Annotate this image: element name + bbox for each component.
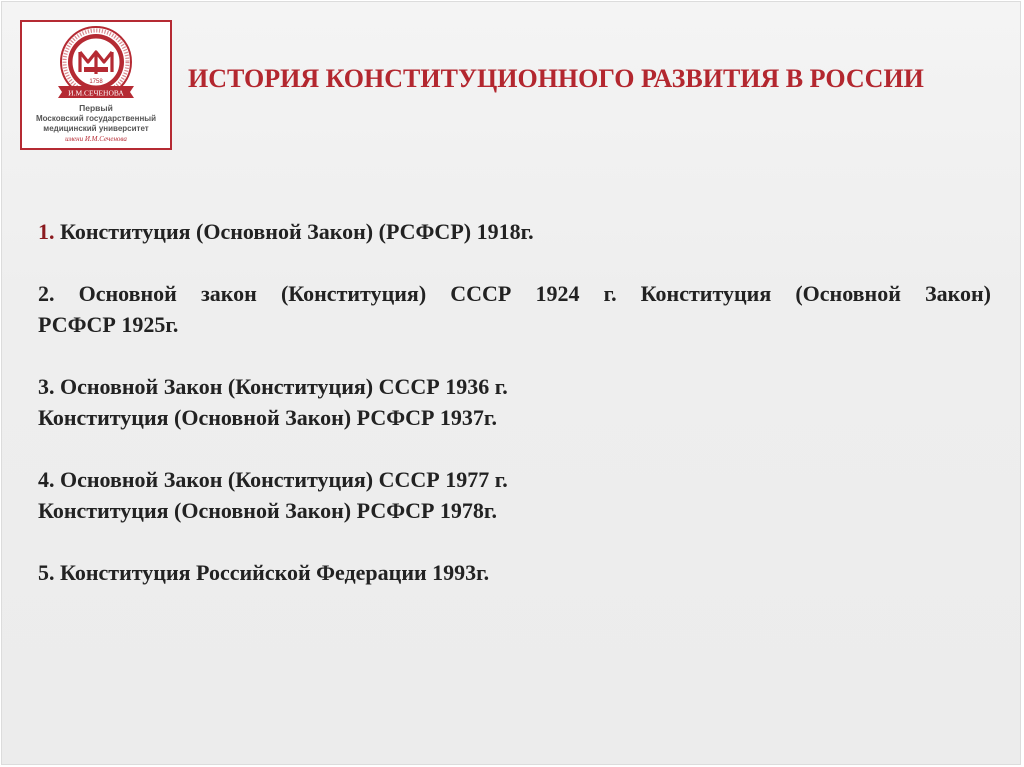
list-item-text: Основной Закон (Конституция) СССР 1977 г. xyxy=(60,467,508,492)
logo-line2: Московский государственный xyxy=(35,114,157,123)
list-item-text: Основной закон (Конституция) СССР 1924 г. Конституция (Основной Закон) xyxy=(78,281,991,306)
list-item xyxy=(38,371,991,433)
logo-line1: Первый xyxy=(79,103,113,113)
list-item-text: Основной Закон (Конституция) СССР 1936 г. xyxy=(60,374,508,399)
list-item xyxy=(38,216,991,247)
logo-year: 1758 xyxy=(89,79,103,85)
list-item-text: РСФСР 1925г. xyxy=(38,312,179,337)
list-item xyxy=(38,278,991,340)
logo-emblem-icon xyxy=(22,22,170,148)
logo-line3: медицинский университет xyxy=(43,124,149,133)
list-item xyxy=(38,557,991,588)
logo-line4: имени И.М.Сеченова xyxy=(65,135,127,143)
list-item-text: Конституция (Основной Закон) РСФСР 1937г. xyxy=(38,405,497,430)
constitution-list xyxy=(38,216,991,619)
list-item-text: Конституция (Основной Закон) РСФСР 1978г. xyxy=(38,498,497,523)
list-item-text: Конституция (Основной Закон) (РСФСР) 1918г. xyxy=(60,219,534,244)
list-item-number: 2. xyxy=(38,281,55,306)
university-logo xyxy=(20,20,172,150)
list-item-number: 3. xyxy=(38,374,55,399)
logo-ribbon-text: И.М.СЕЧЕНОВА xyxy=(68,88,124,98)
slide xyxy=(1,1,1021,765)
list-item-text: Конституция Российской Федерации 1993г. xyxy=(60,560,490,585)
list-item-number: 4. xyxy=(38,467,55,492)
list-item-number: 5. xyxy=(38,560,55,585)
list-item-number: 1. xyxy=(38,219,55,244)
list-item xyxy=(38,464,991,526)
page-title: ИСТОРИЯ КОНСТИТУЦИОННОГО РАЗВИТИЯ В РОССИИ xyxy=(188,64,924,93)
